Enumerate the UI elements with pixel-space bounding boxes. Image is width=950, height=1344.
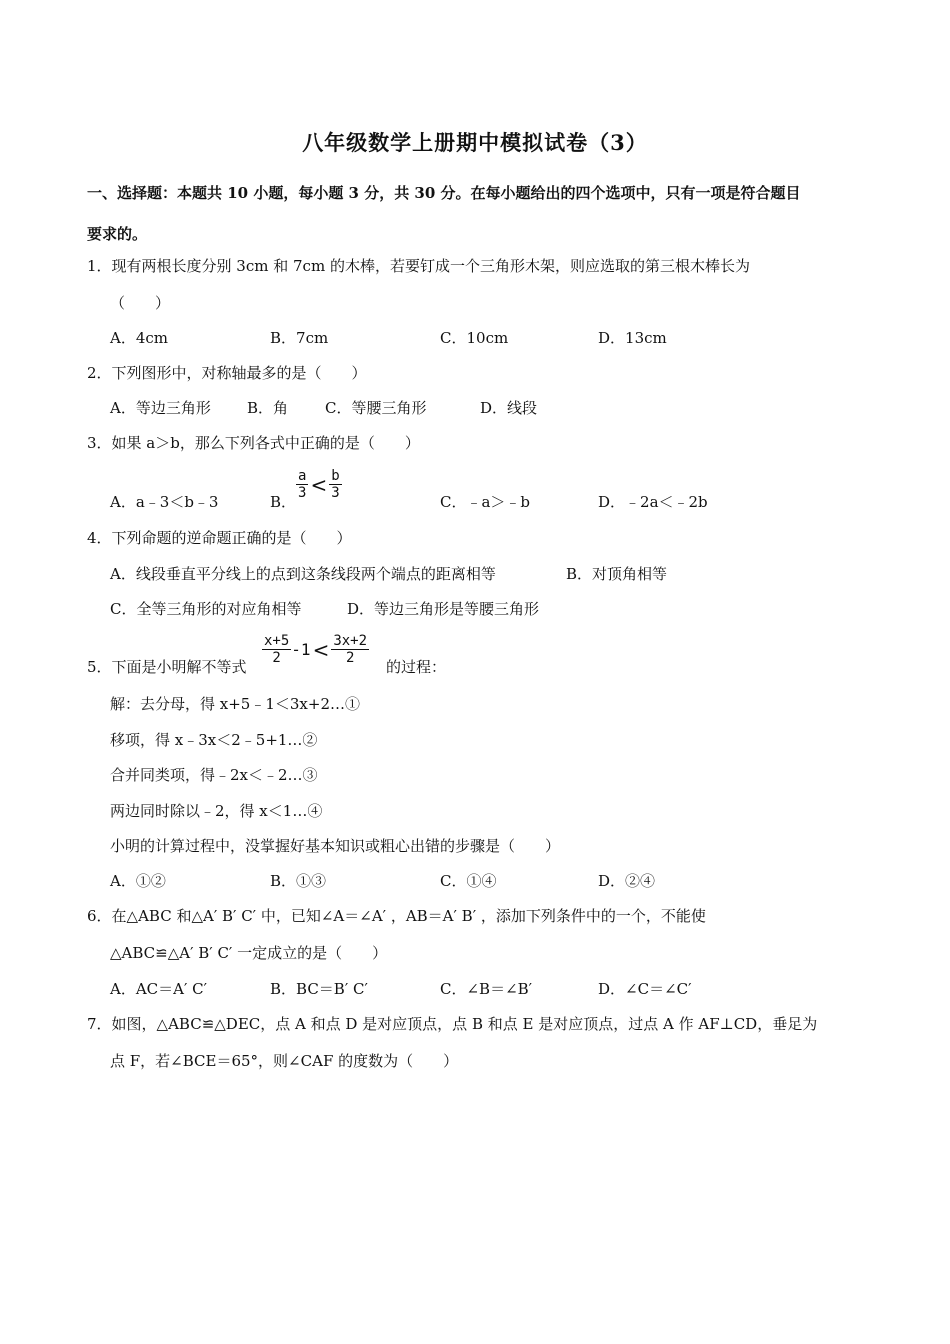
q3-option-c: C．﹣a＞﹣b [440, 493, 531, 511]
frac-numerator: 3x+2 [333, 633, 368, 649]
q6-option-d: D．∠C＝∠C′ [598, 980, 692, 998]
q5-step-2: 移项，得 x﹣3x＜2﹣5+1…② [110, 731, 318, 749]
q7-stem-cont: 点 F，若∠BCE＝65°，则∠CAF 的度数为（ ） [110, 1052, 459, 1070]
q1-option-b: B．7cm [270, 329, 329, 347]
q3-option-d: D．﹣2a＜﹣2b [598, 493, 708, 511]
q5-question: 小明的计算过程中，没掌握好基本知识或粗心出错的步骤是（ ） [110, 837, 561, 855]
q6-stem-cont: △ABC≌△A′ B′ C′ 一定成立的是（ ） [110, 944, 388, 962]
q2-stem: 2．下列图形中，对称轴最多的是（ ） [87, 364, 367, 382]
q5-step-1: 解：去分母，得 x+5﹣1＜3x+2…① [110, 695, 360, 713]
frac-denominator: 2 [272, 650, 281, 666]
q7-stem: 7．如图，△ABC≌△DEC，点 A 和点 D 是对应顶点，点 B 和点 E 是对应顶点，过点 A 作 AF⊥CD，垂足为 [87, 1015, 818, 1033]
q6-option-a: A．AC＝A′ C′ [110, 980, 208, 998]
frac-denominator: 3 [298, 485, 307, 501]
q1-stem-cont: （ ） [110, 294, 171, 312]
q4-option-b: B．对顶角相等 [566, 565, 668, 583]
q4-stem: 4．下列命题的逆命题正确的是（ ） [87, 529, 352, 547]
q5-option-c: C．①④ [440, 872, 497, 890]
frac-numerator: b [331, 468, 340, 484]
frac-denominator: 3 [331, 485, 340, 501]
q1-option-c: C．10cm [440, 329, 509, 347]
less-than-sign: < [312, 637, 330, 662]
section-heading: 一、选择题：本题共 10 小题，每小题 3 分，共 30 分。在每小题给出的四个选项中，只有一项是符合题目 [87, 184, 801, 202]
q3-stem: 3．如果 a＞b，那么下列各式中正确的是（ ） [87, 434, 420, 452]
q1-option-d: D．13cm [598, 329, 667, 347]
page-title: 八年级数学上册期中模拟试卷（3） [302, 130, 648, 155]
q5-step-4: 两边同时除以﹣2，得 x＜1…④ [110, 802, 323, 820]
q3-option-a: A．a﹣3＜b﹣3 [110, 493, 219, 511]
q4-option-a: A．线段垂直平分线上的点到这条线段两个端点的距离相等 [110, 565, 496, 583]
q6-stem: 6．在△ABC 和△A′ B′ C′ 中，已知∠A＝∠A′ ，AB＝A′ B′ ，添加下列条件中的一个，不能使 [87, 907, 706, 925]
less-than-sign: < [310, 472, 328, 497]
q5-stem-pre: 5．下面是小明解不等式 [87, 658, 247, 676]
q2-option-a: A．等边三角形 [110, 399, 211, 417]
q5-stem-post: 的过程： [386, 658, 447, 676]
q4-option-d: D．等边三角形是等腰三角形 [347, 600, 540, 618]
frac-numerator: x+5 [264, 633, 290, 649]
frac-numerator: a [298, 468, 307, 484]
minus-one: -1 [291, 639, 311, 659]
q3-option-b-label: B． [270, 493, 297, 511]
section-heading-cont: 要求的。 [87, 225, 148, 243]
q3-option-b-fraction [296, 468, 342, 501]
q4-option-c: C．全等三角形的对应角相等 [110, 600, 302, 618]
q5-option-a: A．①② [110, 872, 166, 890]
q5-option-b: B．①③ [270, 872, 327, 890]
q5-option-d: D．②④ [598, 872, 656, 890]
frac-denominator: 2 [345, 650, 355, 666]
q5-step-3: 合并同类项，得﹣2x＜﹣2…③ [110, 766, 318, 784]
q5-inequality [262, 633, 369, 666]
q2-option-d: D．线段 [480, 399, 538, 417]
q2-option-c: C．等腰三角形 [325, 399, 427, 417]
q6-option-b: B．BC＝B′ C′ [270, 980, 368, 998]
q2-option-b: B．角 [247, 399, 289, 417]
q6-option-c: C．∠B＝∠B′ [440, 980, 533, 998]
q1-option-a: A．4cm [110, 329, 169, 347]
q1-stem: 1．现有两根长度分别 3cm 和 7cm 的木棒，若要钉成一个三角形木架，则应选取的第三根木棒长为 [87, 257, 750, 275]
